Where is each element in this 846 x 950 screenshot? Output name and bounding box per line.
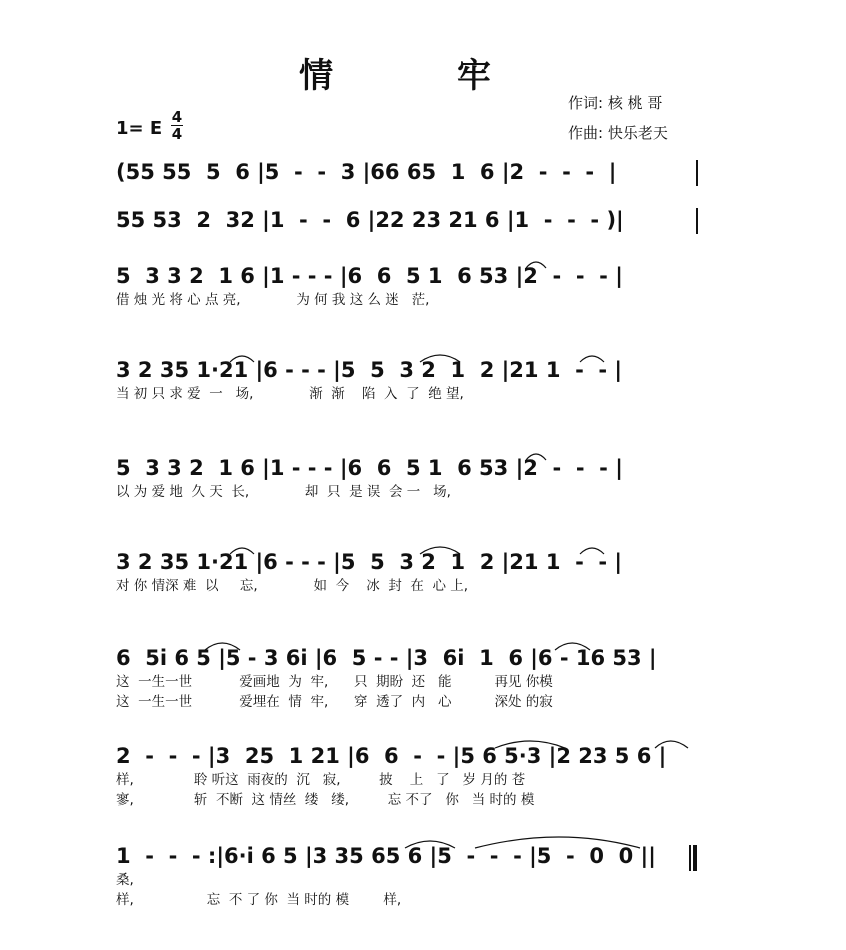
lyricist-credit: 作词: 核 桃 哥 [568,94,663,112]
slur [475,837,640,848]
notation-line: 3 2 35 1·21 |6 - - - |5 5 3 2 1 2 |21 1 - - | [116,550,623,574]
lyric-line: 以 为 爱 地 久 天 长, 却 只 是 误 会 一 场, [116,484,451,500]
notation-line: (55 55 5 6 |5 - - 3 |66 65 1 6 |2 - - - | [116,160,617,184]
time-signature-top: 4 [171,108,183,126]
slur [580,548,604,554]
lyric-line: 这 一生一世 爱埋在 情 牢, 穿 透了 内 心 深处 的寂 [116,694,553,710]
slur [580,356,604,362]
song-title: 情 牢 [299,56,547,96]
lyric-line: 寥, 斩 不断 这 情丝 缕 缕, 忘 不了 你 当 时的 模 [116,792,535,808]
slur [205,643,240,650]
lyric-line: 样, 聆 听这 雨夜的 沉 寂, 披 上 了 岁 月的 苍 [116,772,526,788]
lyric-line: 对 你 情深 难 以 忘, 如 今 冰 封 在 心 上, [116,578,469,594]
lyric-line: 桑, [116,872,134,888]
time-signature-bottom: 4 [171,125,183,143]
lyric-line: 这 一生一世 爱画地 为 牢, 只 期盼 还 能 再见 你模 [116,674,553,690]
composer-credit: 作曲: 快乐老天 [568,124,668,142]
slur [230,548,254,554]
notation-line: 6 5i 6 5 |5 - 3 6i |6 5 - - |3 6i 1 6 |6 - 16 53 | [116,646,657,670]
notation-line: 1 - - - :|6·i 6 5 |3 35 65 6 |5 - - - |5 - 0 0 || [116,844,656,868]
slur [555,643,590,650]
slur [526,454,546,460]
notation-line: 5 3 3 2 1 6 |1 - - - |6 6 5 1 6 53 |2 - - - | [116,456,623,480]
notation-line: 55 53 2 32 |1 - - 6 |22 23 21 6 |1 - - - )| [116,208,624,232]
notation-line: 5 3 3 2 1 6 |1 - - - |6 6 5 1 6 53 |2 - - - | [116,264,623,288]
slur [405,841,455,848]
slur [655,741,688,748]
lyric-line: 借 烛 光 将 心 点 亮, 为 何 我 这 么 迷 茫, [116,292,430,308]
slur [526,262,546,268]
lyric-line: 当 初 只 求 爱 一 场, 渐 渐 陷 入 了 绝 望, [116,386,464,402]
slur [230,356,254,362]
slur [495,741,565,748]
key-signature: 1= E [116,118,163,139]
slur [420,547,460,554]
lyric-line: 样, 忘 不 了 你 当 时的 模 样, [116,892,402,908]
notation-line: 2 - - - |3 25 1 21 |6 6 - - |5 6 5·3 |2 23 5 6 | [116,744,667,768]
slur [420,355,460,362]
notation-line: 3 2 35 1·21 |6 - - - |5 5 3 2 1 2 |21 1 - - | [116,358,623,382]
